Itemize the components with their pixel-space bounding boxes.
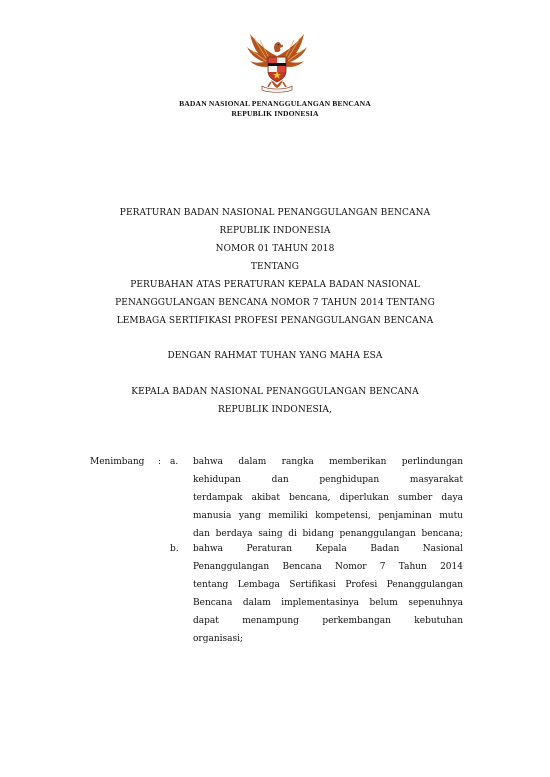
menimbang-colon: : xyxy=(158,457,162,467)
paragraph-line: bahwa Peraturan Kepala Badan Nasional xyxy=(193,544,463,554)
regulation-subject-line: PERUBAHAN ATAS PERATURAN KEPALA BADAN NASIONAL xyxy=(130,280,420,290)
paragraph-line: tentang Lembaga Sertifikasi Profesi Penanggulangan xyxy=(193,580,463,590)
invocation: DENGAN RAHMAT TUHAN YANG MAHA ESA xyxy=(167,351,383,361)
item-marker: a. xyxy=(170,457,179,467)
regulation-title-line: REPUBLIK INDONESIA xyxy=(219,226,331,236)
authority-line: REPUBLIK INDONESIA, xyxy=(217,405,332,415)
paragraph-line: dapat menampung perkembangan kebutuhan xyxy=(193,616,463,626)
paragraph-line: kehidupan dan penghidupan masyarakat xyxy=(193,475,463,485)
authority-line: KEPALA BADAN NASIONAL PENANGGULANGAN BENCANA xyxy=(131,387,419,397)
paragraph-line: Penanggulangan Bencana Nomor 7 Tahun 2014 xyxy=(193,562,463,572)
paragraph-line: terdampak akibat bencana, diperlukan sumber daya xyxy=(193,493,463,503)
paragraph-line: organisasi; xyxy=(193,634,244,644)
regulation-number: NOMOR 01 TAHUN 2018 xyxy=(215,244,335,254)
regulation-subject-line: LEMBAGA SERTIFIKASI PROFESI PENANGGULANGAN BENCANA xyxy=(116,316,434,326)
regulation-subject-line: PENANGGULANGAN BENCANA NOMOR 7 TAHUN 2014 TENTANG xyxy=(115,298,435,308)
paragraph-line: manusia yang memiliki kompetensi, penjaminan mutu xyxy=(193,511,463,521)
menimbang-label: Menimbang xyxy=(90,457,145,467)
consideration-a xyxy=(193,457,463,547)
regulation-title-line: PERATURAN BADAN NASIONAL PENANGGULANGAN BENCANA xyxy=(119,208,431,218)
consideration-b xyxy=(193,544,463,654)
regulation-tentang: TENTANG xyxy=(250,262,300,272)
agency-country: REPUBLIK INDONESIA xyxy=(231,108,319,118)
item-marker: b. xyxy=(170,544,179,554)
agency-name: BADAN NASIONAL PENANGGULANGAN BENCANA xyxy=(179,99,371,108)
paragraph-line: Bencana dalam implementasinya belum sepenuhnya xyxy=(193,598,463,608)
paragraph-line: dan berdaya saing di bidang penanggulangan bencana; xyxy=(193,529,463,539)
garuda-emblem xyxy=(244,30,310,94)
paragraph-line: bahwa dalam rangka memberikan perlindungan xyxy=(193,457,463,467)
